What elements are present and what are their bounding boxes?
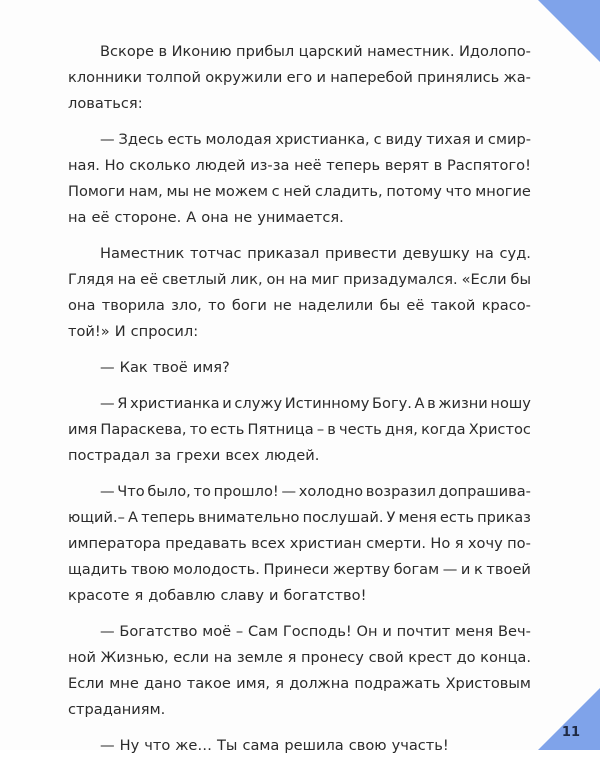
text-line: Глядя на её светлый лик, он на миг призадумался. «Если бы bbox=[68, 271, 531, 288]
text-line: страданиям. bbox=[68, 701, 166, 718]
body-text bbox=[68, 39, 531, 759]
text-line: — Богатство моё – Сам Господь! Он и почтит меня Веч- bbox=[100, 623, 531, 640]
text-line: ная. Но сколько людей из-за неё теперь верят в Распятого! bbox=[68, 157, 531, 174]
text-line: той!» И спросил: bbox=[68, 323, 199, 340]
text-line: на её стороне. А она не унимается. bbox=[68, 209, 344, 226]
text-line: — Что было, то прошло! — холодно возразил допрашива- bbox=[100, 483, 531, 500]
text-line: Если мне дано такое имя, я должна подражать Христовым bbox=[68, 675, 531, 692]
text-line: — Ну что же… Ты сама решила свою участь! bbox=[100, 737, 449, 754]
corner-decoration-bottom bbox=[538, 688, 600, 750]
text-line: Вскоре в Иконию прибыл царский наместник. Идолопо- bbox=[100, 43, 531, 60]
text-line: Помоги нам, мы не можем с ней сладить, потому что многие bbox=[68, 183, 531, 200]
text-line: ной Жизнью, если на земле я пронесу свой крест до конца. bbox=[68, 649, 531, 666]
text-line: императора предавать всех христиан смерти. Но я хочу по- bbox=[68, 535, 531, 552]
text-line: — Я христианка и служу Истинному Богу. А в жизни ношу bbox=[100, 395, 531, 412]
text-line: щадить твою молодость. Принеси жертву богам — и к твоей bbox=[68, 561, 531, 578]
text-line: красоте я добавлю славу и богатство! bbox=[68, 587, 367, 604]
paragraph bbox=[68, 355, 531, 381]
text-line: пострадал за грехи всех людей. bbox=[68, 447, 320, 464]
text-line: ющий.– А теперь внимательно послушай. У меня есть приказ bbox=[68, 509, 531, 526]
text-line: — Здесь есть молодая христианка, с виду тихая и смир- bbox=[100, 131, 531, 148]
text-line: ловаться: bbox=[68, 95, 143, 112]
paragraph bbox=[68, 619, 531, 723]
text-line: — Как твоё имя? bbox=[100, 359, 230, 376]
page-number: 11 bbox=[561, 725, 580, 740]
text-line: клонники толпой окружили его и наперебой принялись жа- bbox=[68, 69, 531, 86]
corner-decoration-top bbox=[538, 0, 600, 62]
text-line: она творила зло, то боги не наделили бы её такой красо- bbox=[68, 297, 531, 314]
paragraph bbox=[68, 391, 531, 469]
text-line: имя Параскева, то есть Пятница – в честь дня, когда Христос bbox=[68, 421, 531, 438]
paragraph bbox=[68, 241, 531, 345]
paragraph bbox=[68, 733, 531, 759]
paragraph bbox=[68, 127, 531, 231]
text-line: Наместник тотчас приказал привести девушку на суд. bbox=[100, 245, 531, 262]
paragraph bbox=[68, 39, 531, 117]
paragraph bbox=[68, 479, 531, 609]
